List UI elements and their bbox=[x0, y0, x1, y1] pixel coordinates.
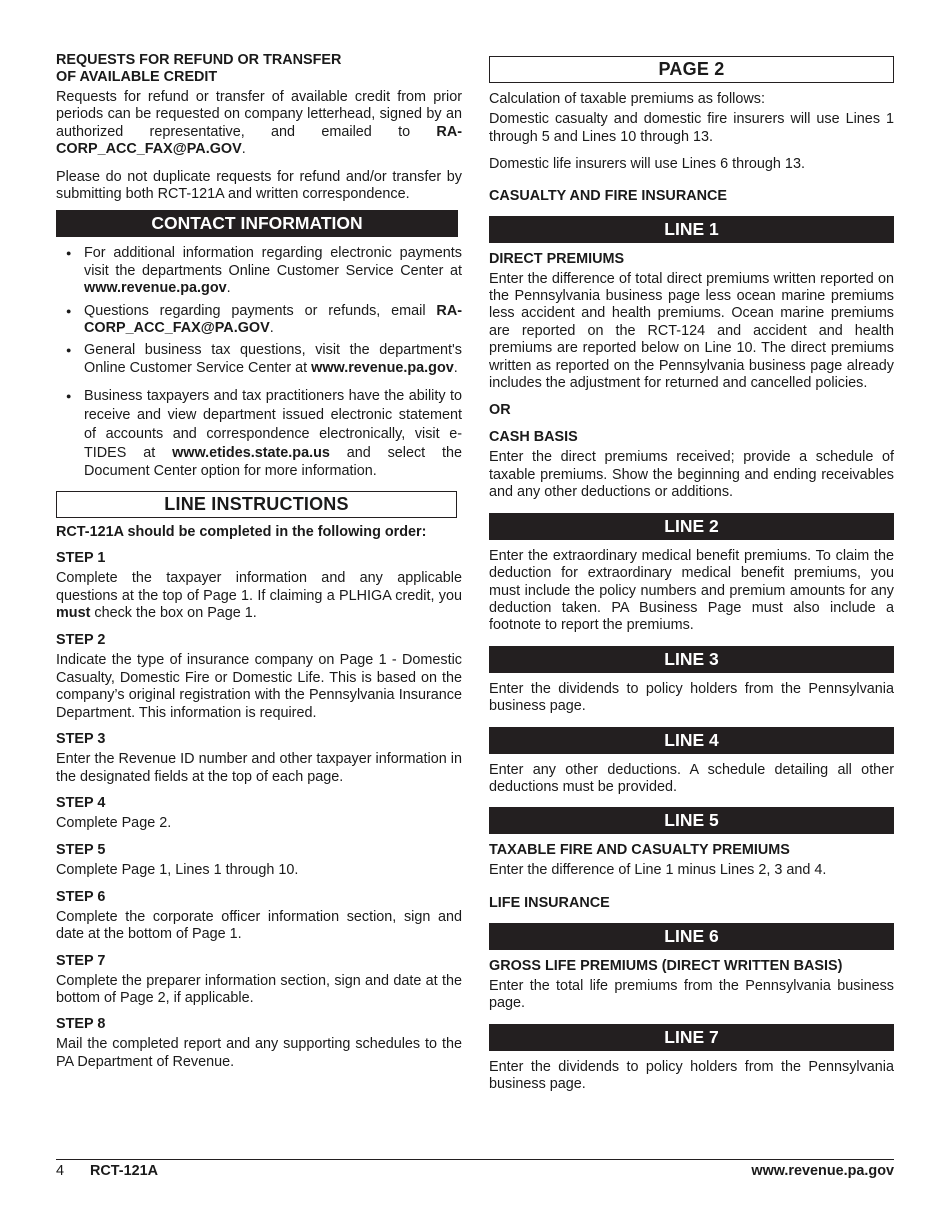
step-8-text: Mail the completed report and any supporting schedules to the PA Department of Revenue. bbox=[56, 1036, 462, 1070]
line-5-header: LINE 5 bbox=[489, 807, 894, 834]
casualty-fire-heading: CASUALTY AND FIRE INSURANCE bbox=[489, 187, 727, 204]
step-6-text: Complete the corporate officer information section, sign and date at the bottom of Page 1. bbox=[56, 908, 462, 943]
page-number: 4 bbox=[56, 1163, 65, 1179]
step-6 bbox=[56, 889, 462, 944]
contact-bullet-payments-text: For additional information regarding electronic payments visit the departments Online Customer Service Center at bbox=[84, 245, 462, 279]
refund-section bbox=[56, 52, 462, 203]
contact-bullet-general: ● General business tax questions, visit the department's Online Customer Service Center at www.revenue.pa.gov. bbox=[84, 342, 462, 377]
contact-bullet-list bbox=[56, 245, 462, 481]
step-7 bbox=[56, 953, 462, 1008]
page-2-header: PAGE 2 bbox=[489, 56, 894, 83]
refund-heading-line1: REQUESTS FOR REFUND OR TRANSFER bbox=[56, 52, 342, 68]
right-column bbox=[489, 56, 894, 1093]
step-4-text: Complete Page 2. bbox=[56, 814, 172, 831]
revenue-website-link-2[interactable]: www.revenue.pa.gov bbox=[311, 359, 454, 376]
line-7-header: LINE 7 bbox=[489, 1024, 894, 1051]
step-1-text-a: Complete the taxpayer information and any applicable questions at the top of Page 1. If claiming a PLHIGA credit, you bbox=[56, 570, 462, 604]
life-insurance-heading: LIFE INSURANCE bbox=[489, 894, 610, 911]
contact-bullet-payments: ● For additional information regarding electronic payments visit the departments Online Customer Service Center at www.revenue.pa.gov. bbox=[84, 245, 462, 297]
page-2-intro: Calculation of taxable premiums as follows: bbox=[489, 91, 765, 107]
line-instructions-header: LINE INSTRUCTIONS bbox=[56, 491, 457, 518]
step-2-text: Indicate the type of insurance company on Page 1 - Domestic Casualty, Domestic Fire or Domestic Life. This is based on the company’s original registration with the Pennsylvania Insurance Department. This information is required. bbox=[56, 652, 462, 721]
step-5 bbox=[56, 842, 462, 879]
step-8 bbox=[56, 1016, 462, 1071]
line-1-or: OR bbox=[489, 402, 511, 419]
completion-order-note: RCT-121A should be completed in the following order: bbox=[56, 524, 427, 541]
line-3-text: Enter the dividends to policy holders from the Pennsylvania business page. bbox=[489, 680, 894, 715]
step-2-label: STEP 2 bbox=[56, 632, 106, 649]
step-8-label: STEP 8 bbox=[56, 1016, 106, 1033]
step-1-emphasis: must bbox=[56, 605, 91, 622]
step-3-label: STEP 3 bbox=[56, 731, 106, 748]
step-7-text: Complete the preparer information section, sign and date at the bottom of Page 2, if applicable. bbox=[56, 972, 462, 1006]
step-4 bbox=[56, 795, 462, 832]
left-column bbox=[56, 52, 462, 1071]
contact-bullet-etides-text: Business taxpayers and tax practitioners have the ability to receive and view department issued electronic statement of accounts and correspondence electronically, visit e-TIDES at bbox=[84, 388, 462, 461]
step-1-text-b: check the box on Page 1. bbox=[94, 605, 257, 622]
line-3-header: LINE 3 bbox=[489, 646, 894, 673]
etides-link[interactable]: www.etides.state.pa.us bbox=[172, 444, 330, 461]
step-7-label: STEP 7 bbox=[56, 952, 106, 969]
refund-paragraph-2: Please do not duplicate requests for refund and/or transfer by submitting both RCT-121A and written correspondence. bbox=[56, 168, 462, 203]
refund-email-link[interactable]: RA-CORP_ACC_FAX@PA.GOV bbox=[84, 302, 462, 337]
line-6-text: Enter the total life premiums from the Pennsylvania business page. bbox=[489, 977, 894, 1012]
refund-paragraph-1: Requests for refund or transfer of available credit from prior periods can be requested on company letterhead, signed by an authorized representative, and emailed to RA-CORP_ACC_FAX@PA.GOV. bbox=[56, 89, 462, 158]
form-name: RCT-121A bbox=[90, 1163, 158, 1179]
refund-email: RA-CORP_ACC_FAX@PA.GOV bbox=[56, 123, 462, 158]
contact-bullet-etides bbox=[84, 387, 462, 481]
line-1-cash-basis-heading: CASH BASIS bbox=[489, 429, 578, 446]
line-5-text: Enter the difference of Line 1 minus Lines 2, 3 and 4. bbox=[489, 862, 827, 879]
revenue-website-link[interactable]: www.revenue.pa.gov bbox=[84, 280, 227, 297]
footer-website-link[interactable]: www.revenue.pa.gov bbox=[751, 1163, 894, 1179]
step-1 bbox=[56, 550, 462, 622]
page-2-life-note: Domestic life insurers will use Lines 6 through 13. bbox=[489, 156, 805, 173]
line-1-subheading: DIRECT PREMIUMS bbox=[489, 250, 625, 267]
step-6-label: STEP 6 bbox=[56, 888, 106, 905]
line-4-text: Enter any other deductions. A schedule detailing all other deductions must be provided. bbox=[489, 761, 894, 795]
refund-heading bbox=[56, 52, 462, 86]
line-7-text: Enter the dividends to policy holders from the Pennsylvania business page. bbox=[489, 1058, 894, 1092]
line-5-subheading: TAXABLE FIRE AND CASUALTY PREMIUMS bbox=[489, 842, 790, 859]
step-5-text: Complete Page 1, Lines 1 through 10. bbox=[56, 862, 299, 879]
page-2-casualty-fire-note: Domestic casualty and domestic fire insurers will use Lines 1 through 5 and Lines 10 through 13. bbox=[489, 111, 894, 145]
line-1-text: Enter the difference of total direct premiums written reported on the Pennsylvania business page less ocean marine premiums less accident and health premiums. Ocean marine premiums are reported on the RCT-124 and accident and health premiums are reported below on Line 10. The direct premiums written as reported on the Pennsylvania business page already includes the adjustment for returned and cancelled policies. bbox=[489, 270, 894, 392]
step-2 bbox=[56, 632, 462, 722]
contact-information-header: CONTACT INFORMATION bbox=[56, 210, 458, 237]
line-4-header: LINE 4 bbox=[489, 727, 894, 754]
line-1-header: LINE 1 bbox=[489, 216, 894, 243]
line-2-header: LINE 2 bbox=[489, 513, 894, 540]
refund-heading-line2: OF AVAILABLE CREDIT bbox=[56, 69, 218, 85]
step-1-text bbox=[56, 570, 462, 622]
line-6-subheading: GROSS LIFE PREMIUMS (DIRECT WRITTEN BASIS) bbox=[489, 957, 843, 974]
contact-bullet-refunds-text: Questions regarding payments or refunds, email bbox=[84, 302, 426, 319]
step-5-label: STEP 5 bbox=[56, 842, 106, 859]
step-4-label: STEP 4 bbox=[56, 794, 106, 811]
step-3-text: Enter the Revenue ID number and other taxpayer information in the designated fields at the top of each page. bbox=[56, 751, 462, 785]
contact-bullet-refunds: ● Questions regarding payments or refunds, email RA-CORP_ACC_FAX@PA.GOV. bbox=[84, 303, 462, 338]
line-1-cash-basis-text: Enter the direct premiums received; provide a schedule of taxable premiums. Show the beginning and ending receivables and any other deductions or additions. bbox=[489, 449, 894, 501]
step-3 bbox=[56, 731, 462, 786]
refund-paragraph-1-text: Requests for refund or transfer of available credit from prior periods can be requested on company letterhead, signed by an authorized representative, and emailed to bbox=[56, 89, 462, 140]
footer-divider bbox=[56, 1159, 894, 1160]
step-1-label: STEP 1 bbox=[56, 550, 106, 567]
contact-bullet-etides-text-2: and select the Document Center option for more information. bbox=[84, 444, 462, 480]
contact-bullet-general-text: General business tax questions, visit the department's Online Customer Service Center at bbox=[84, 342, 462, 376]
line-2-text: Enter the extraordinary medical benefit premiums. To claim the deduction for extraordinary medical benefit premiums, you must include the policy numbers and premium amounts for any deduction taken. PA Business Page must also include a footnote to report the premiums. bbox=[489, 547, 894, 634]
line-6-header: LINE 6 bbox=[489, 923, 894, 950]
